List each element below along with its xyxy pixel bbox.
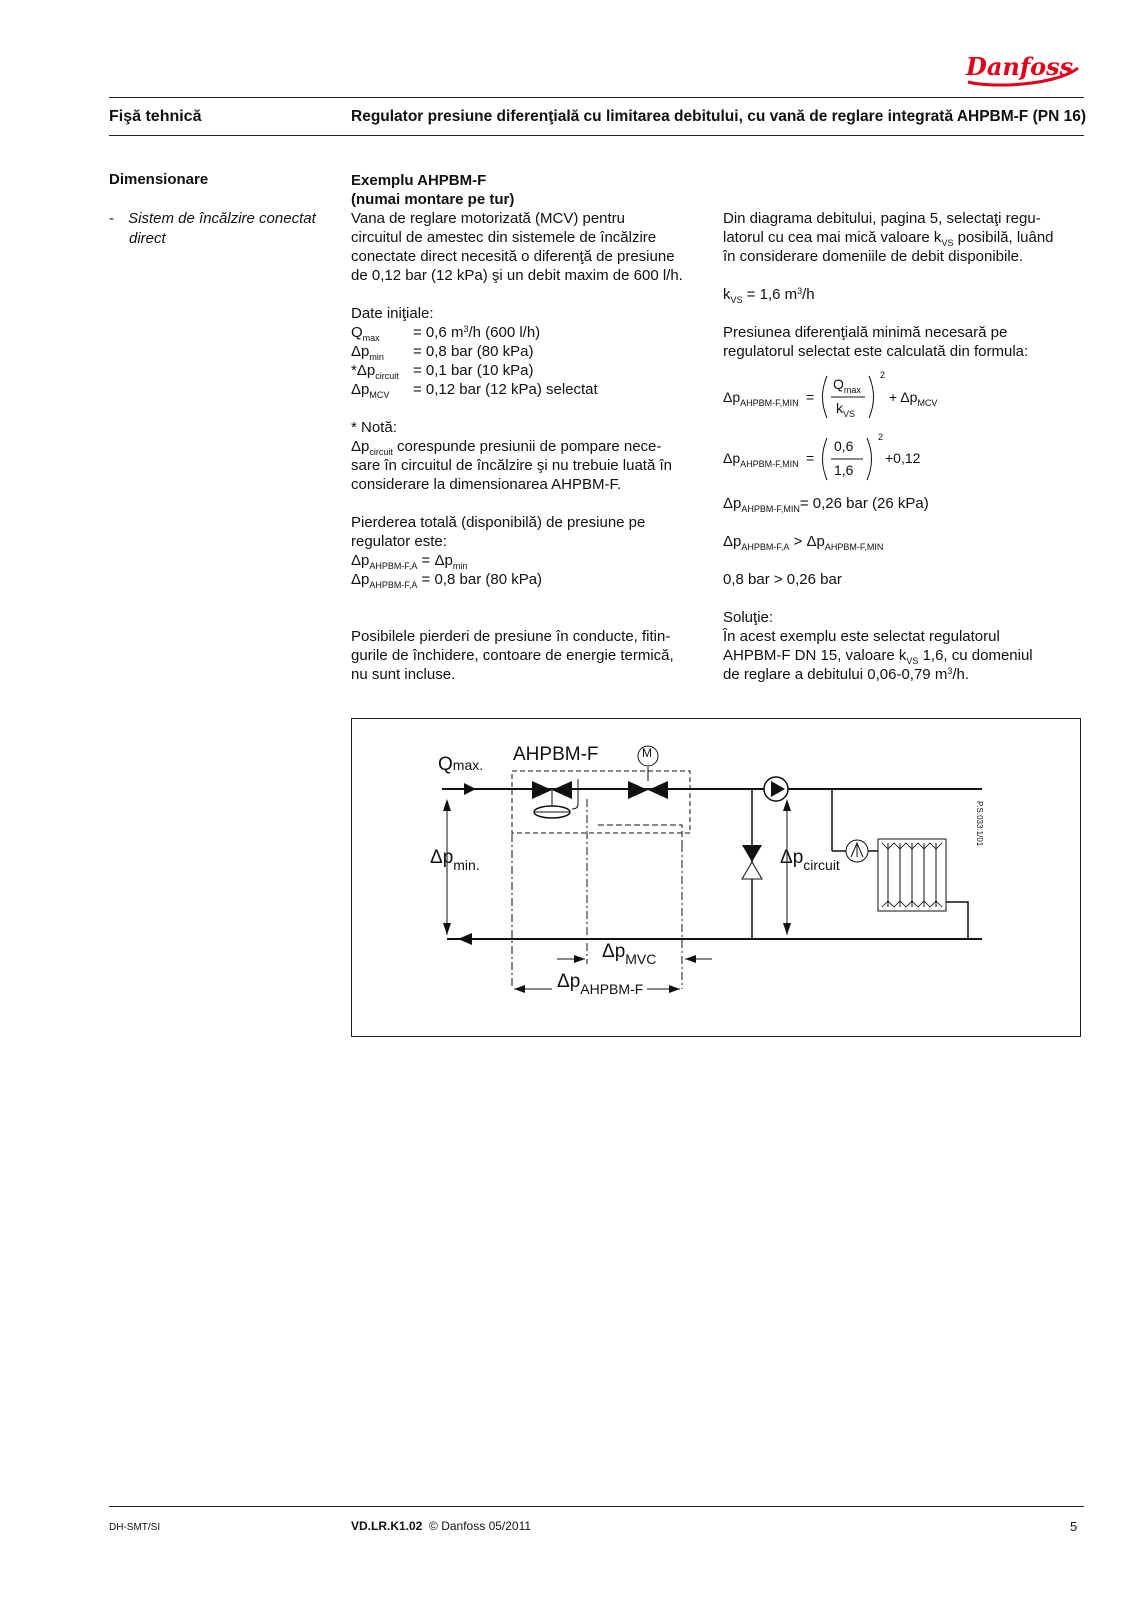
- header-top-rule: [109, 97, 1084, 98]
- loss-text: Pierderea totală (disponibilă) de presiune pe: [351, 514, 646, 531]
- formula-intro: regulatorul selectat este calculată din formula:: [723, 343, 1029, 360]
- doc-title: Regulator presiune diferenţială cu limitarea debitului, cu vană de reglare integrată AHPBM-F (PN 16): [351, 108, 1086, 125]
- dpcircuit-label: $\Delta p_{circuit}$: [780, 847, 840, 873]
- diagram-title: AHPBM-F: [513, 744, 599, 765]
- chart-ref-line: Din diagrama debitului, pagina 5, selectaţi regu-: [723, 210, 1041, 227]
- solution-line: AHPBM-F DN 15, valoare $k_{VS}$ 1,6, cu domeniul: [723, 647, 1033, 666]
- footer-rule: [109, 1506, 1084, 1507]
- data-row-qmax: $Q_{max} = 0,6$ $m^3/h$ (600 l/h): [351, 324, 541, 343]
- data-row-dpmcv: $\Delta p_{MCV} = 0,12$ bar (12 kPa) selectat: [351, 381, 598, 400]
- formula-numeric: $\Delta p_{AHPBM-F,MIN}$ = 0,6 1,6 2 +0,12: [723, 432, 1053, 486]
- ahpbm-box: [512, 771, 690, 833]
- dpahpbm-label: $\Delta p_{AHPBM-F}$: [557, 971, 644, 997]
- section-dash: -: [109, 210, 114, 227]
- excluded-losses-line: Posibilele pierderi de presiune în conducte, fitin-: [351, 628, 671, 645]
- column-left: [351, 171, 706, 684]
- data-row-dpcircuit: $*\Delta p_{circuit} = 0,1$ bar (10 kPa): [351, 362, 534, 381]
- note-line: $\Delta p_{circuit}$ corespunde presiunii de pompare nece-: [351, 438, 662, 457]
- note-line: considerare la dimensionarea AHPBM-F.: [351, 476, 622, 493]
- flow-arrow-return: [458, 933, 472, 945]
- regulator-valve: [532, 779, 578, 818]
- section-subtitle: [109, 209, 316, 249]
- doc-code: VD.LR.K1.02: [351, 1519, 423, 1533]
- result-compare: $\Delta p_{AHPBM-F,A} > \Delta p_{AHPBM-F,MIN}$: [723, 533, 884, 552]
- page-number: 5: [1070, 1519, 1078, 1534]
- column-right: [723, 209, 1083, 361]
- column-right-results: [723, 494, 1083, 684]
- check-valve: [742, 845, 762, 862]
- chart-ref-line: latorul cu cea mai mică valoare $k_{VS}$ posibilă, luând: [723, 229, 1054, 248]
- initial-data-title: Date iniţiale:: [351, 305, 434, 322]
- footer-doc: [351, 1519, 531, 1533]
- qmax-label: Qmax.: [438, 754, 484, 775]
- doc-type-label: Fişă tehnică: [109, 108, 202, 125]
- system-diagram: [351, 718, 1081, 1037]
- data-row-dpmin: $\Delta p_{min} = 0,8$ bar (80 kPa): [351, 343, 534, 362]
- brand-wordmark: Danfoss: [966, 52, 1074, 81]
- result-dpmin: $\Delta p_{AHPBM-F,MIN}= 0,26$ bar (26 kPa): [723, 495, 929, 514]
- formula-general: $\Delta p_{AHPBM-F,MIN}$ = $Q_{max}$ $k_{VS}$ 2 + $\Delta p_{MCV}$: [723, 370, 1053, 424]
- note-title: * Notă:: [351, 419, 397, 436]
- intro-line: conectate direct necesită o diferenţă de presiune: [351, 248, 675, 265]
- example-subheading: (numai montare pe tur): [351, 191, 515, 208]
- chart-ref-line: în considerare domeniile de debit disponibile.: [723, 248, 1024, 265]
- formula-intro: Presiunea diferenţială minimă necesară pe: [723, 324, 1008, 341]
- footer-dept: DH-SMT/SI: [109, 1522, 161, 1533]
- intro-line: circuitul de amestec din sistemele de încălzire: [351, 229, 657, 246]
- result-numeric-compare: 0,8 bar > 0,26 bar: [723, 571, 842, 588]
- section-title: Dimensionare: [109, 171, 209, 188]
- excluded-losses-line: gurile de închidere, contoare de energie termică,: [351, 647, 674, 664]
- solution-line: de reglare a debitului 0,06-0,79 $m^3/h$.: [723, 666, 970, 683]
- dpmin-label: $\Delta p_{min.}$: [430, 847, 480, 873]
- kvs-value: $k_{VS} = 1,6$ $m^3/h$: [723, 286, 815, 305]
- solution-line: În acest exemplu este selectat regulatorul: [723, 628, 1000, 645]
- note-line: sare în circuitul de încălzire şi nu trebuie luată în: [351, 457, 672, 474]
- excluded-losses-line: nu sunt incluse.: [351, 666, 456, 683]
- example-heading: Exemplu AHPBM-F: [351, 172, 487, 189]
- figure-code: P.S.033.1/01: [975, 801, 984, 847]
- intro-line: Vana de reglare motorizată (MCV) pentru: [351, 210, 626, 227]
- section-subtitle-line1: Sistem de încălzire conectat: [128, 210, 316, 227]
- solution-title: Soluţie:: [723, 609, 774, 626]
- motor-label: M: [642, 746, 652, 760]
- intro-line: de 0,12 bar (12 kPa) şi un debit maxim de 600 l/h.: [351, 267, 683, 284]
- header-bottom-rule: [109, 135, 1084, 136]
- loss-text: regulator este:: [351, 533, 447, 550]
- copyright: © Danfoss 05/2011: [429, 1519, 532, 1533]
- section-subtitle-line2: direct: [129, 230, 166, 247]
- loss-equation-1: $\Delta p_{AHPBM-F,A} = \Delta p_{min}$: [351, 552, 468, 571]
- loss-equation-2: $\Delta p_{AHPBM-F,A} = 0,8$ bar (80 kPa): [351, 571, 543, 590]
- dpmvc-label: $\Delta p_{MVC}$: [602, 941, 657, 967]
- flow-arrow-supply: [464, 783, 476, 795]
- danfoss-logo: [960, 48, 1084, 90]
